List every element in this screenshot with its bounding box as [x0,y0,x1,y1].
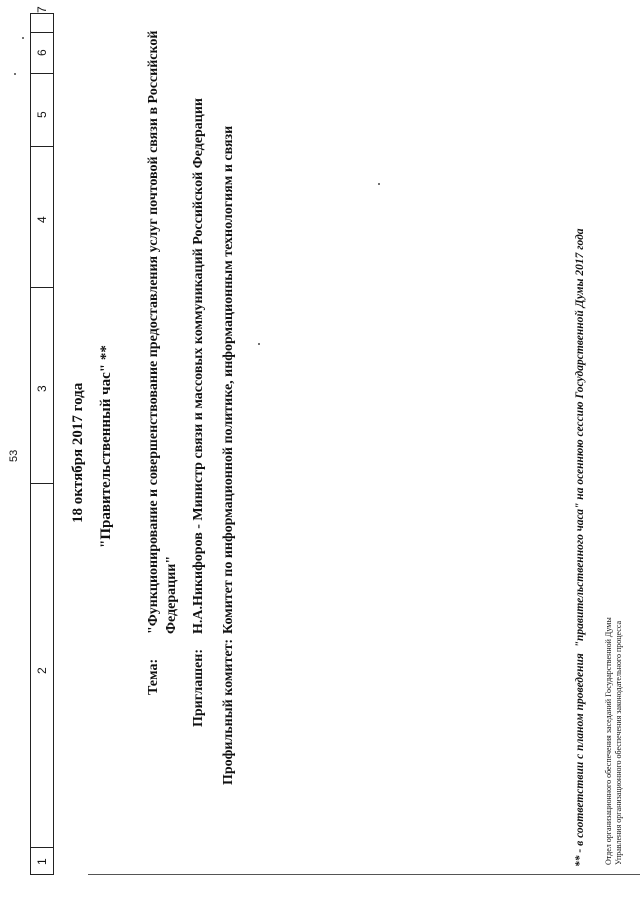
column-divider [31,32,53,33]
footnote-part1: в соответствии с планом проведения [574,653,586,846]
event-date: 18 октября 2017 года [70,382,86,523]
signature-line1: Отдел организационного обеспечения заседаний Государственной Думы [604,617,613,865]
footnote-marker: ** - [574,845,586,867]
column-divider [31,287,53,288]
column-number-table [30,6,54,875]
column-number: 7 [35,6,49,13]
scan-speck [258,343,260,345]
event-title: "Правительственный час" ** [98,345,114,548]
column-number: 6 [35,49,49,56]
column-divider [31,146,53,147]
invited-label: Приглашен: [191,648,206,727]
column-divider [31,73,53,74]
scan-speck [14,73,16,75]
page-number: 53 [8,449,20,462]
committee-label: Профильный комитет: [221,638,236,785]
signature-line2: Управления организационного обеспечения законодательного процесса [614,620,623,865]
scan-speck [378,183,380,185]
column-divider [31,483,53,484]
footnote-part3: на осеннюю сессию Государственной Думы 2017 года [574,228,586,500]
scan-speck [22,37,24,39]
topic-label: Тема: [146,658,161,695]
column-number: 2 [35,667,49,674]
column-number: 1 [35,858,49,865]
topic-value-line1: "Функционирование и совершенствование предоставления услуг почтовой связи в Российской [146,30,161,634]
column-number: 3 [35,385,49,392]
column-number: 5 [35,111,49,118]
column-divider [31,847,53,848]
topic-value-line2: Федерации" [164,555,179,634]
committee-value: Комитет по информационной политике, информационным технологиям и связи [221,125,236,634]
footnote-part2: "правительственного часа" [574,502,586,648]
invited-value: Н.А.Никифоров - Министр связи и массовых коммуникаций Российской Федерации [191,98,206,634]
scan-edge-line [88,874,640,875]
footnote [574,228,586,867]
column-number: 4 [35,216,49,223]
